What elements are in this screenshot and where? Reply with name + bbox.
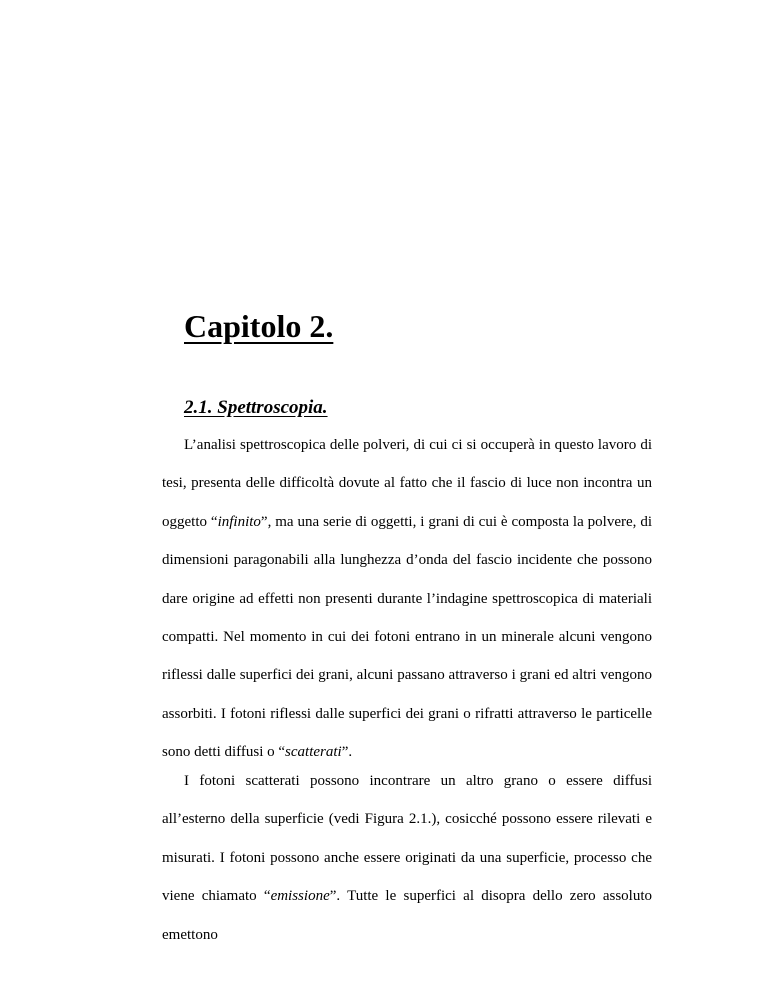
paragraph-1-term-infinito: infinito [217, 513, 261, 530]
paragraph-1-text-b: ”, ma una serie di oggetti, i grani di cui è composta la polvere, di dimensioni paragonabili alla lunghezza d’onda del fascio incidente che possono dare origine ad effetti non presenti durante l’indagine spettroscopica di materiali compatti. Nel momento in cui dei fotoni entrano in un minerale alcuni vengono riflessi dalle superfici dei grani, alcuni passano attraverso i grani ed altri vengono assorbiti. I fotoni riflessi dalle superfici dei grani o rifratti attraverso le particelle sono detti diffusi o “ [162, 513, 652, 761]
paragraph-1 [162, 426, 652, 772]
paragraph-1-text-c: ”. [341, 744, 353, 761]
paragraph-2-text-b: ”. Tutte le superfici al disopra dello zero assoluto emettono [162, 888, 652, 943]
paragraph-2 [162, 762, 652, 954]
paragraph-1-term-scatterati: scatterati [285, 744, 342, 761]
section-title: 2.1. Spettroscopia. [184, 397, 328, 418]
chapter-title: Capitolo 2. [184, 308, 334, 344]
paragraph-2-term-emissione: emissione [270, 888, 330, 905]
paragraph-2-text-a: I fotoni scatterati possono incontrare un altro grano o essere diffusi all’esterno della superficie (vedi Figura 2.1.), cosicché possono essere rilevati e misurati. I fotoni possono anche essere originati da una superficie, processo che viene chiamato “ [162, 773, 652, 905]
paragraph-1-text-a: L’analisi spettroscopica delle polveri, di cui ci si occuperà in questo lavoro di tesi, presenta delle difficoltà dovute al fatto che il fascio di luce non incontra un oggetto “ [162, 437, 652, 530]
